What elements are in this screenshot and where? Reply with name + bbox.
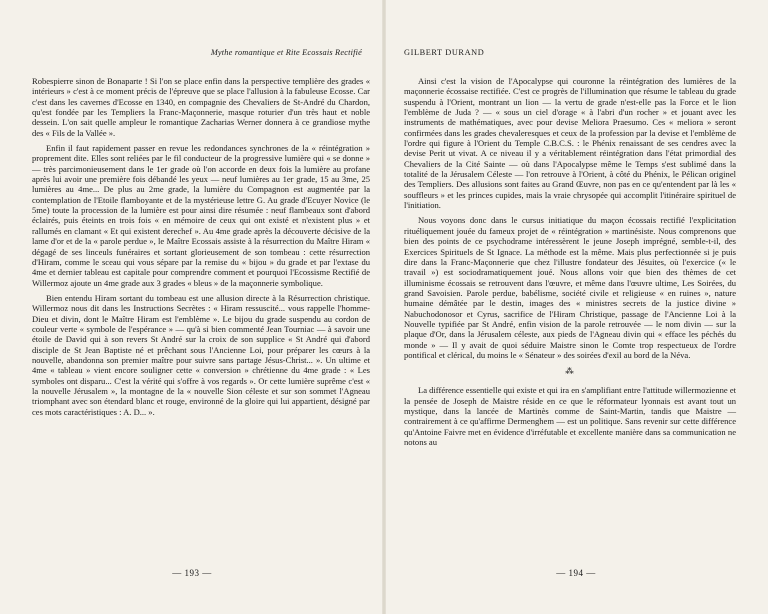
running-head-left: Mythe romantique et Rite Ecossais Rectifié — [210, 48, 362, 57]
right-paragraph-1: Ainsi c'est la vision de l'Apocalypse qui couronne la réintégration des lumières de la maçonnerie écossaise rectifiée. C'est ce progrès de l'illumination que résume le tableau du grade suspendu à l'Orient, montrant un lion — la vertu de grade n'est-elle pas la Force et le lion l'emblème de Juda ? — « sous un ciel d'orage « à l'abri d'un rocher » et jouant avec les instruments de mathématiques, avec pour devise Meliora Praesumo. Ces « meliora » seront confirmées dans les grades chevaleresques et ceux de la profession par la devise et l'emblème de l'ordre qui figure à l'Orient du Temple C.B.C.S. : le Phénix renaissant de ses cendres avec la devise Perit ut vivat. A ce niveau il y a véritablement réintégration dans l'état primordial des Chevaliers de la Cité Sainte — où dans l'Apocalypse même le Temps s'est sublimé dans la totalité de la Jérusalem Céleste — l'on retrouve à l'Orient, à côté du Phénix, le Pélican originel des Templiers. Des allusions sont faites au Grand Œuvre, non pas en ce qu'entendent par là les « souffleurs » et les princes cupides, mais la vraie chrysopée qui accomplit l'itinéraire spirituel de l'initiation. — [404, 76, 736, 211]
section-separator: ⁂ — [565, 366, 575, 377]
right-page — [384, 0, 768, 614]
right-paragraph-3: La différence essentielle qui existe et qui ira en s'amplifiant entre l'attitude willermozienne et la pensée de Joseph de Maistre réside en ce que le réformateur lyonnais est avant tout un mystique, dans la lancée de Martinès comme de Saint-Martin, tandis que Maistre — contrairement à ce qu'affirme Dermenghem — est un politique. Sans revenir sur cette différence qu'Antoine Faivre met en évidence d'irréfutable et excellente manière dans sa communication ne notons au — [404, 385, 736, 447]
page-number-right: — 194 — — [556, 568, 596, 578]
right-paragraph-2: Nous voyons donc dans le cursus initiatique du maçon écossais rectifié l'explicitation rituéliquement jouée du fameux projet de « réintégration » martinésiste. Nous comprenons que bien des points de ce psychodrame intéressèrent le jeune Joseph imprégné, semble-t-il, des Exercices Spirituels de St Ignace. La méthode est la même. Mais plus perfectionnée si je puis dire dans la Franc-Maçonnerie que chez l'illustre fondateur des Jésuites, où l'exercice (« le travail ») est sociodramatiquement joué. Nous allons voir que bien des thèmes de cet illuminisme écossais se retrouvent dans l'œuvre, et même dans l'œuvre ultime, Les Soirées, du grand Savoisien. Parole perdue, babélisme, société civile et religieuse « en ruines », nature humaine démâtée par le destin, images des « ministres secrets de la justice divine » Nabuchodonosor et Cyrus, sacrifice de l'Hiram Christique, passage de l'Ancienne Loi à la Nouvelle typifiée par St André, enfin vision de la parole retrouvée — le nom divin — sur la plaque d'Or, dans la Jérusalem céleste, aux pieds de l'Agneau divin qui « efface les péchés du monde » — Il y avait de quoi séduire Maistre sinon le Comte trop respectueux de l'ordre pontifical et clérical, du moins le « Sénateur » des soirées d'exil au bord de la Néva. — [404, 215, 736, 360]
running-head-right: GILBERT DURAND — [404, 48, 485, 57]
left-paragraph-1: Robespierre sinon de Bonaparte ! Si l'on se place enfin dans la perspective templière des grades « intérieurs » c'est à ce moment précis de l'épreuve que se place l'allusion à la fabuleuse Ecosse. Car c'est dans les cavernes d'Ecosse en 1340, en compagnie des Chevaliers de St-André du Chardon, qu'est fondée par les Templiers la Franc-Maçonnerie, masque roturier d'un très haut et noble dessein. L'on sait quelle ampleur le romantique Zacharias Werner donnera à ce grandiose mythe des « Fils de la Vallée ». — [32, 76, 370, 138]
left-paragraph-2: Enfin il faut rapidement passer en revue les redondances synchrones de la « réintégration » proprement dite. Elles sont reliées par le fil conducteur de la progressive lumière qui « se donne » — très parcimonieusement dans le 1er grade où l'on accorde en deux fois la lumière au profane après lui avoir une première fois débandé les yeux — neuf lumières au 1er grade, 15 au 3me, 25 lumières au 4me... De plus au 2me grade, la lumière du Compagnon est augmentée par la contemplation de l'Etoile flamboyante et de la mystérieuse lettre G. Au grade d'Ecuyer Novice (le 5me) toute la procession de la lumière est pour ainsi dire résumée : neuf flambeaux sont d'abord éclairés, puis éteints en trois fois « en mémoire de ceux qui ont existé et n'existent plus » et rallumés en clamant « Et qui existent derechef ». Au 4me grade après la découverte décisive de la lame d'or et de la « parole perdue », le Maître Ecossais assiste à la résurrection du Maître Hiram « dégagé de ses linceuls funéraires et sortant glorieusement de son tombeau : cette résurrection d'Hiram, comme le sceau qui vous sépare par la remise du « bijou » du grade et par l'extase du 4me et dernier tableau est capitale pour comprendre comment et pourquoi l'Ecossisme Rectifié de Willermoz ajoute un 4me grade aux 3 grades « bleus » de la maçonnerie symbolique. — [32, 143, 370, 288]
page-number-left: — 193 — — [172, 568, 212, 578]
left-paragraph-3: Bien entendu Hiram sortant du tombeau est une allusion directe à la Résurrection christique. Willermoz nous dit dans les Instructions Secrètes : « Hiram ressuscité... vous rappelle l'homme-Dieu et divin, dont le Maître Hiram est l'emblème ». Le bijou du grade suspendu au cordon de couleur verte « symbole de l'espérance » — qu'à si bien commenté Jean Tourniac — à savoir une étoile de David qui à son revers St André sur la croix de son supplice « St André qui d'abord disciple de St Jean Baptiste né et prêchant sous l'Ancienne Loi, pour préparer les cœurs à la nouvelle, abandonna son premier maître pour suivre sans partage Jésus-Christ... ». Un ultime et 4me « tableau » vient encore souligner cette « conversion » chrétienne du 4me grade : « Les symboles ont disparu... C'est la vérité qui s'offre à vos regards ». Or cette lumière suprême c'est « la nouvelle Jérusalem », la montagne de la « nouvelle Sion céleste et sur son sommet l'Agneau triomphant avec son étendard blanc et rouge, environné de la gloire qui lui appartient, désigné par ces mots caractéristiques : A. D... ». — [32, 292, 370, 417]
